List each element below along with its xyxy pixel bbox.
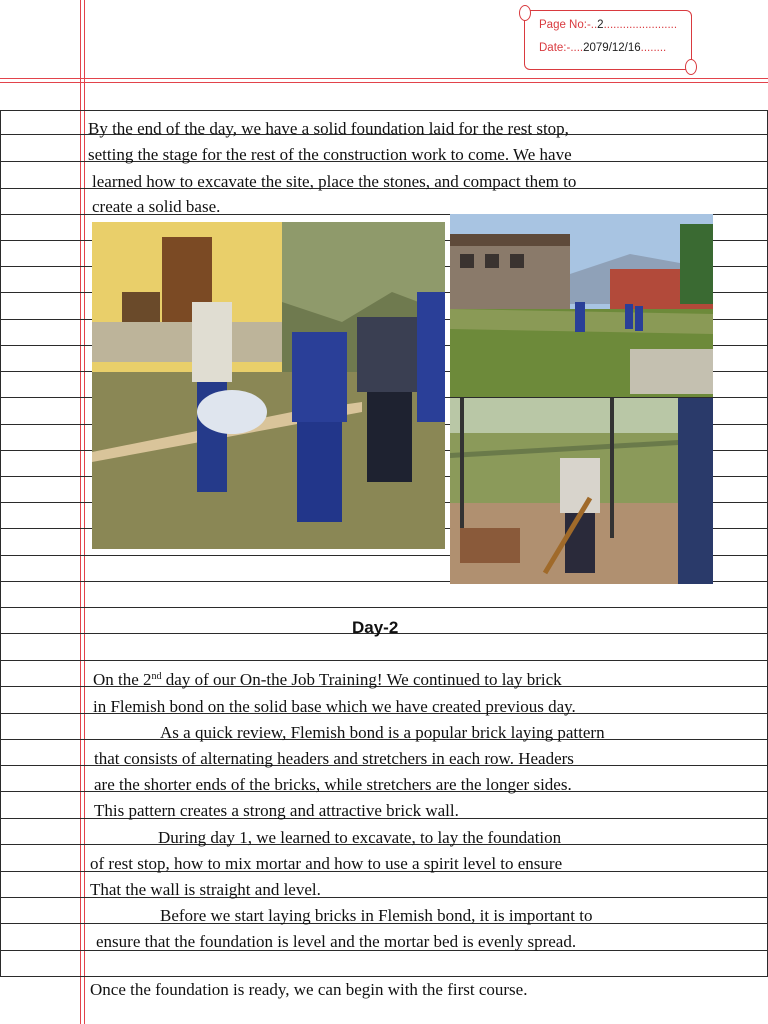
text-fragment: day of our On-the Job Training! We continued to lay brick — [161, 670, 562, 689]
paragraph2-line: That the wall is straight and level. — [90, 880, 321, 899]
rule-line — [0, 660, 768, 661]
paragraph1-line: learned how to excavate the site, place the stones, and compact them to — [92, 172, 577, 191]
header-line-1 — [0, 78, 768, 79]
header-line-2 — [0, 82, 768, 83]
paragraph1-line: create a solid base. — [92, 197, 221, 216]
paragraph2-line: Once the foundation is ready, we can begin with the first course. — [90, 980, 528, 999]
paragraph2-line: During day 1, we learned to excavate, to lay the foundation — [158, 828, 562, 847]
rule-line — [0, 976, 768, 977]
stamp-scroll-icon — [685, 59, 697, 75]
photo-student-digging — [450, 398, 713, 584]
page-stamp — [524, 10, 692, 70]
page-date — [539, 42, 666, 54]
photo-students-lifting-pole — [92, 222, 445, 549]
rule-line — [0, 110, 768, 111]
paragraph2-line: As a quick review, Flemish bond is a popular brick laying pattern — [160, 723, 605, 742]
stamp-scroll-icon — [519, 5, 531, 21]
ordinal-suffix: nd — [151, 671, 162, 682]
text-fragment: On the 2 — [93, 670, 152, 689]
page-number-value: 2 — [597, 19, 604, 31]
paragraph2-line: are the shorter ends of the bricks, while stretchers are the longer sides. — [94, 775, 572, 794]
paragraph1-line: setting the stage for the rest of the construction work to come. We have — [88, 145, 572, 164]
date-value: 2079/12/16 — [583, 42, 641, 54]
paragraph2-line: that consists of alternating headers and stretchers in each row. Headers — [94, 749, 574, 768]
paragraph2-line: This pattern creates a strong and attractive brick wall. — [94, 801, 459, 820]
date-label: Date:-.... — [539, 42, 584, 54]
paragraph2-line: Before we start laying bricks in Flemish bond, it is important to — [160, 906, 593, 925]
page-heading: Day-2 — [352, 618, 399, 637]
paragraph2-line — [93, 670, 562, 690]
page-number-dots: ....................... — [603, 19, 678, 31]
page-number-label: Page No:-.. — [539, 19, 598, 31]
rule-line — [0, 607, 768, 608]
page-number — [539, 19, 677, 31]
paragraph2-line: of rest stop, how to mix mortar and how to use a spirit level to ensure — [90, 854, 563, 873]
paragraph2-line: in Flemish bond on the solid base which we have created previous day. — [93, 697, 576, 716]
photo-school-field — [450, 214, 713, 397]
date-dots: ........ — [640, 42, 667, 54]
paragraph1-line: By the end of the day, we have a solid foundation laid for the rest stop, — [88, 119, 569, 138]
paragraph2-line: ensure that the foundation is level and the mortar bed is evenly spread. — [96, 932, 577, 951]
table-border-left — [0, 110, 1, 977]
